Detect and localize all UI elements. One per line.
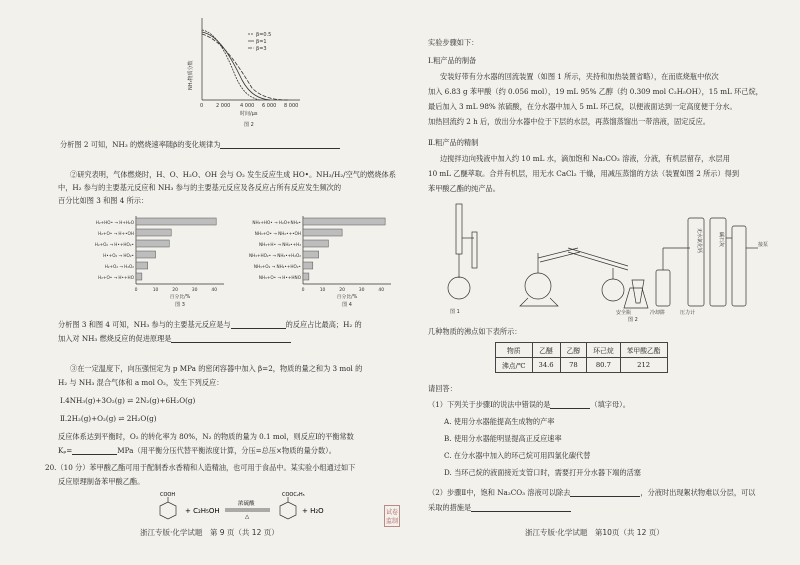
x-tick: 6 000 [262,103,277,109]
fig4-bar-label: NH₃+HO• → H₂O+NH₂• [252,220,301,225]
paragraph-line: 中，H₂ 参与的主要基元反应和 NH₃ 参与的主要基元反应及各反应占所有反应发生频次的 [58,183,342,192]
fig4-bar [303,229,342,236]
reaction-i: Ⅰ.4NH₃(g)+3O₂(g) ⇌ 2N₂(g)+6H₂O(g) [60,396,196,405]
nh3-fraction-chart [180,10,330,130]
fig4-x-tick: 10 [319,288,326,293]
tower-label: 无水氯化钙 [696,228,702,254]
question-20-b: 反应原理制备苯甲酸乙酯。 [58,477,145,486]
fig3-bar-label: H₂+O₂ → H•+HO₂• [94,242,134,247]
fig4-bar [303,262,313,269]
table-cell: 34.6 [532,358,560,373]
apparatus-diagram [428,198,788,323]
fig3-x-tick: 20 [172,288,178,293]
table-cell: 环己烷 [587,343,620,358]
fig4-x-tick: 30 [358,288,365,293]
fig4-x-tick: 0 [301,288,305,293]
table-row [496,358,668,373]
fig4-bar-label: NH₃+HO₂• → NH₂•+H₂O₂ [249,253,301,258]
x-tick: 4 000 [240,103,255,109]
figure-caption: 图 1 [450,309,460,315]
fig3-bar [136,273,142,280]
fig3-bar [136,262,148,269]
question-2-b: 采取的措施是 [428,503,571,512]
answer-blank[interactable] [72,454,117,455]
table-cell: 78 [560,358,587,373]
reaction-ii: Ⅱ.2H₂(g)+O₂(g) ⇌ 2H₂O(g) [60,414,157,423]
fig4-bar-label: NH₃+O• → H•+HNO [258,275,301,280]
paragraph-line: 10 mL 乙醚萃取。合并有机层，用无水 CaCl₂ 干燥，用减压蒸馏的方法（装置如图 2 所示）得到 [428,169,740,178]
paragraph-line: 反应体系达到平衡时，O₂ 的转化率为 80%，N₂ 的物质的量为 0.1 mol，则反应Ⅰ的平衡常数 [58,432,354,441]
fig4-bar-label: NH₃+H• → NH₂•+H₂ [258,242,301,247]
fig3-x-axis-label: 百分比/% [169,295,191,300]
reactant-label: COOH [160,492,176,498]
fig3-bar-label: H₂+O• → H+•OH [98,231,134,236]
paragraph-line: 加入 6.83 g 苯甲酸（约 0.056 mol），19 mL 95% 乙醇（约 0.309 mol C₂H₅OH），15 mL 环己烷， [428,87,763,96]
fig4-bar [303,240,328,247]
part-label: 冷却阱 [650,310,666,316]
fig3-bar-chart [58,212,228,307]
fig4-bar-label: NH₃+O₂ → NH₂•+HO₂• [253,264,301,269]
y-axis-label: NH₃物质分数 [188,60,194,90]
fig3-bar-label: H•+O₂ → HO₂• [103,253,134,258]
part-label: 安全瓶 [616,310,632,316]
fig3-bar-label: H₂+HO• → H+H₂O [95,220,134,225]
question-1: （1）下列关于步骤Ⅰ的说法中错误的是 （填字母）。 [428,400,630,409]
bp-intro: 几种物质的沸点如下表所示： [428,327,522,336]
paragraph-line: 最后加入 3 mL 98% 浓硫酸，在分水器中加入 5 mL 环己烷，以便液面达到一定高度便于分水。 [428,102,737,111]
right-page [400,0,800,565]
chart-caption: 图 2 [244,122,254,128]
question-fig34: 分析图 3 和图 4 可知，NH₃ 参与的主要基元反应是与 的反应占比最高；H₂ 的 [58,320,362,329]
esterification-scheme [130,492,370,526]
tower-label: 碱石灰 [718,232,724,248]
fig3-bar [136,229,171,236]
answer-blank[interactable] [471,511,571,512]
paragraph-line: 安装好带有分水器的回流装置（如图 1 所示，夹持和加热装置省略），在而底烧瓶中依次 [440,72,719,81]
steps-heading: 实验步骤如下： [428,38,479,47]
fig3-x-tick: 30 [191,288,198,293]
question-2: （2）步骤Ⅱ中，饱和 Na₂CO₃ 溶液可以除去 ，分液时出现絮状物难以分层，可以 [428,488,756,497]
fig3-bar [136,240,169,247]
fig4-x-tick: 40 [378,288,385,293]
fig3-x-tick: 40 [211,288,218,293]
part-label: 接泵 [758,242,769,248]
ask: 请回答： [428,384,457,393]
table-cell: 乙醚 [532,343,560,358]
fig3-bar [136,251,156,258]
answer-blank[interactable] [570,496,640,497]
question-20: 20.（10 分）苯甲酸乙酯可用于配制香水香精和人造精油，也可用于食品中。某实验小组通过如下 [45,463,356,472]
x-axis-label: 时间/μs [240,111,258,117]
answer-blank[interactable] [550,408,590,409]
fig3-bar-label: H₂+O• → H•+HO [98,275,134,280]
paragraph-line: H₂ 与 NH₃ 混合气体和 a mol O₂，发生下列反应： [58,378,224,387]
fig4-x-axis-label: 百分比/% [336,295,358,300]
stamp: 试卷 监制 [384,505,400,527]
fig3-x-tick: 0 [134,288,138,293]
answer-blank[interactable] [171,342,291,343]
paragraph-line: ③在一定温度下，向压强恒定为 p MPa 的密闭容器中加入 β=2，物质的量之和为 3 mol 的 [70,364,363,373]
fig4-bar-chart [225,212,395,307]
table-cell: 沸点/℃ [496,358,533,373]
fig4-bar [303,273,309,280]
x-tick: 8 000 [284,103,299,109]
fig4-caption: 图 4 [342,302,352,308]
fig3-bar-label: H₂+O₂ → H₂O₂ [104,264,134,269]
answer-blank[interactable] [220,148,340,149]
paragraph-line: 百分比如图 3 和图 4 所示： [58,196,149,205]
question-fig34-b: 加入对 NH₃ 燃烧反应的促进原理是 [58,334,291,343]
question-fig2: 分析图 2 可知，NH₃ 的燃烧速率随β的变化规律为 [60,140,340,149]
condition-bottom: △ [245,514,250,520]
option-a: A. 使用分水器能提高生成物的产率 [444,417,555,426]
page-footer: 浙江专版·化学试题 第10页（共 12 页） [525,528,664,537]
fig4-bar [303,251,319,258]
fig3-caption: 图 3 [175,302,185,308]
legend-item: β=3 [256,46,267,52]
paragraph-line: 边搅拌边向残液中加入约 10 mL 水，滴加饱和 Na₂CO₃ 溶液，分液，有机层留存，水层用 [440,154,730,163]
answer-blank[interactable] [231,328,286,329]
table-cell: 80.7 [587,358,620,373]
table-cell: 苯甲酸乙酯 [620,343,667,358]
step1-title: Ⅰ.粗产品的制备 [428,56,477,65]
legend-item: β=1 [256,39,267,45]
fig4-bar [303,218,385,225]
option-b: B. 使用分水器能明显提高正反应速率 [444,434,562,443]
step2-title: Ⅱ.粗产品的精制 [428,138,479,147]
figure-caption: 图 2 [628,317,638,323]
fig4-x-tick: 20 [339,288,345,293]
table-cell: 乙醇 [560,343,587,358]
fig4-bar-label: NH₃+O• → NH₂•+•OH [254,231,301,236]
kp-line: Kₚ= MPa（用平衡分压代替平衡浓度计算，分压=总压×物质的量分数）。 [58,446,336,455]
fig3-bar [136,218,216,225]
paragraph-line: 苯甲酸乙酯的纯产品。 [428,184,500,193]
paragraph-line: ②研究表明，气体燃烧时，H、O、H₂O、OH 会与 O₂ 发生反应生成 HO•。NH₃/H₂/空气的燃烧体系 [70,170,396,179]
option-d: D. 当环己烷的液面接近支管口时，需要打开分水器下端的活塞 [444,468,641,477]
fig3-x-tick: 10 [152,288,159,293]
paragraph-line: 加热回流约 2 h 后，放出分水器中位于下层的水层，再蒸馏蒸馏出一带溶液，固定反应。 [428,117,710,126]
x-tick: 2 000 [216,103,231,109]
x-tick: 0 [200,103,204,109]
page-footer: 浙江专版·化学试题 第 9 页（共 12 页） [140,528,279,537]
part-label: 压力计 [680,310,696,316]
svg-text:+ C₂H₅OH: + C₂H₅OH [185,507,220,515]
table-cell: 212 [620,358,667,373]
product-label: COOC₂H₅ [282,492,305,498]
condition-top: 浓硫酸 [238,501,255,507]
legend-item: β=0.5 [256,32,272,38]
svg-text:+ H₂O: + H₂O [302,507,324,515]
table-cell: 物质 [496,343,533,358]
table-row [496,343,668,358]
boiling-point-table [495,342,668,373]
option-c: C. 在分水器中加入的环己烷可用四氯化碳代替 [444,451,591,460]
